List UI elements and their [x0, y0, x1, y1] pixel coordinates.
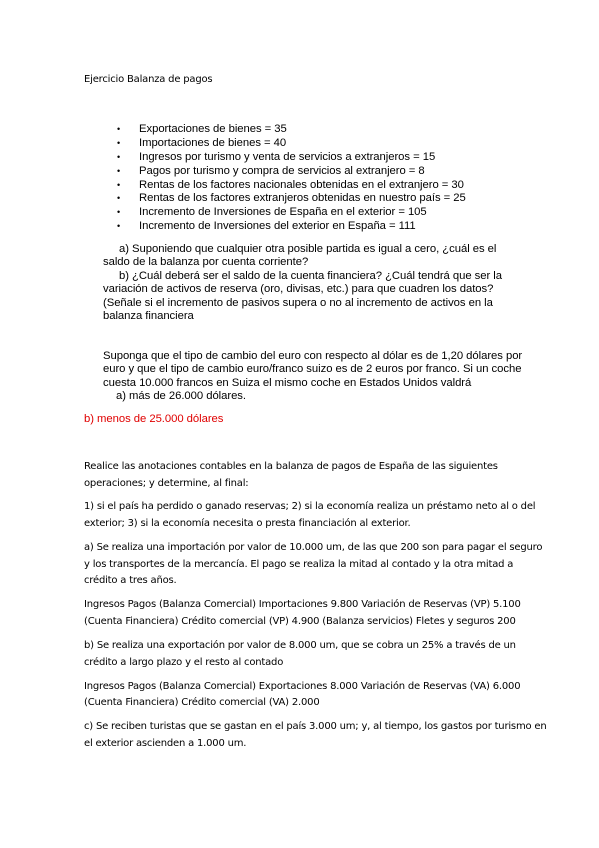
operation-a-line-1: a) Se realiza una importación por valor de 10.000 um, de las que 200 son para pagar el seguro — [84, 542, 543, 553]
exchange-line-1: Suponga que el tipo de cambio del euro con respecto al dólar es de 1,20 dólares por — [103, 350, 523, 362]
list-item: • Rentas de los factores extranjeros obtenidas en nuestro país = 25 — [117, 192, 466, 205]
operation-a-line-3: crédito a tres años. — [84, 575, 177, 586]
operation-b-line-1: b) Se realiza una exportación por valor de 8.000 um, que se cobra un 25% a través de un — [84, 640, 516, 651]
exchange-line-2: euro y que el tipo de cambio euro/franco suizo es de 2 euros por franco. Si un coche — [103, 363, 522, 375]
bullet-icon: • — [117, 137, 121, 148]
data-bullet-list — [117, 123, 466, 234]
bullet-icon: • — [117, 193, 121, 204]
exchange-line-3: cuesta 10.000 francos en Suiza el mismo coche en Estados Unidos valdrá — [103, 377, 472, 389]
bullet-icon: • — [117, 124, 121, 134]
option-b-answer: b) menos de 25.000 dólares — [84, 413, 224, 425]
anotaciones-intro-line-2: operaciones; y determine, al final: — [84, 478, 249, 489]
list-item: • Pagos por turismo y compra de servicios al extranjero = 8 — [117, 164, 425, 177]
operation-a-answer-line-1: Ingresos Pagos (Balanza Comercial) Importaciones 9.800 Variación de Reservas (VP) 5.100 — [84, 599, 521, 610]
operation-b-answer-line-1: Ingresos Pagos (Balanza Comercial) Exportaciones 8.000 Variación de Reservas (VA) 6.000 — [84, 681, 521, 692]
operation-c-line-2: el exterior ascienden a 1.000 um. — [84, 738, 247, 749]
operation-c-line-1: c) Se reciben turistas que se gastan en el país 3.000 um; y, al tiempo, los gastos por turismo en — [84, 721, 547, 732]
operation-b-answer-line-2: (Cuenta Financiera) Crédito comercial (VA) 2.000 — [84, 697, 320, 708]
operation-a-line-2: y los transportes de la mercancía. El pago se realiza la mitad al contado y la otra mitad a — [84, 559, 514, 570]
list-item: • Importaciones de bienes = 40 — [117, 136, 287, 149]
operation-b-line-2: crédito a largo plazo y el resto al contado — [84, 657, 284, 668]
list-item: • Rentas de los factores nacionales obtenidas en el extranjero = 30 — [117, 178, 464, 191]
question-b-line-1: b) ¿Cuál deberá ser el saldo de la cuenta financiera? ¿Cuál tendrá que ser la — [119, 270, 502, 282]
question-a-line-1: a) Suponiendo que cualquier otra posible partida es igual a cero, ¿cuál es el — [119, 243, 497, 255]
question-a-line-2: saldo de la balanza por cuenta corriente? — [103, 256, 309, 268]
anotaciones-questions-line-2: exterior; 3) si la economía necesita o presta financiación al exterior. — [84, 518, 411, 529]
question-b-line-4: balanza financiera — [103, 310, 194, 322]
bullet-icon: • — [117, 221, 121, 232]
bullet-icon: • — [117, 179, 121, 190]
bullet-icon: • — [117, 207, 121, 218]
option-a: a) más de 26.000 dólares. — [116, 390, 246, 402]
list-item: • Incremento de Inversiones de España en el exterior = 105 — [117, 206, 427, 219]
list-item: • Ingresos por turismo y venta de servicios a extranjeros = 15 — [117, 150, 436, 163]
question-b-line-2: variación de activos de reserva (oro, divisas, etc.) para que cuadren los datos? — [103, 283, 494, 295]
bullet-icon: • — [117, 151, 121, 162]
list-item: • Exportaciones de bienes = 35 — [117, 123, 287, 135]
anotaciones-intro-line-1: Realice las anotaciones contables en la balanza de pagos de España de las siguientes — [84, 461, 498, 472]
list-item: • Incremento de Inversiones del exterior en España = 111 — [117, 220, 416, 233]
bullet-icon: • — [117, 165, 121, 176]
document-title: Ejercicio Balanza de pagos — [84, 74, 213, 85]
operation-a-answer-line-2: (Cuenta Financiera) Crédito comercial (VP) 4.900 (Balanza servicios) Fletes y seguros 200 — [84, 616, 516, 627]
question-b-line-3: (Señale si el incremento de pasivos supera o no al incremento de activos en la — [103, 297, 493, 309]
anotaciones-questions-line-1: 1) si el país ha perdido o ganado reservas; 2) si la economía realiza un préstamo neto al o del — [84, 501, 536, 512]
